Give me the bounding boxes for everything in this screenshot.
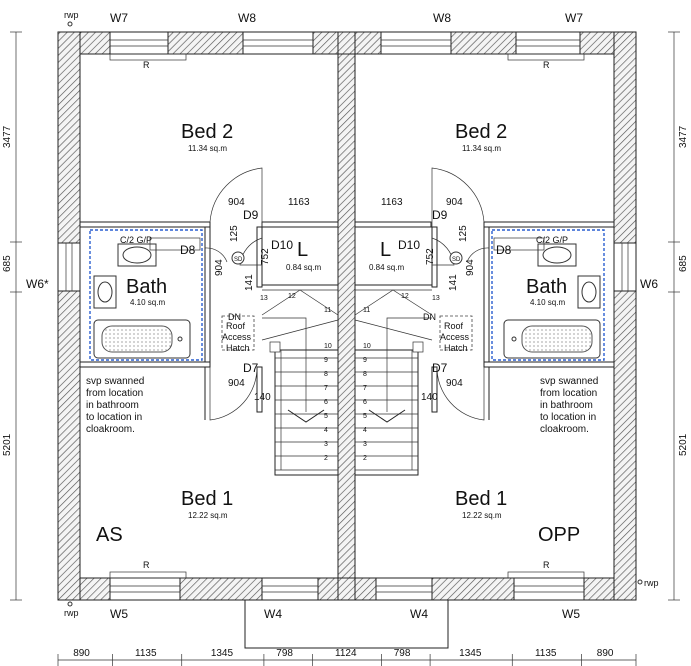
bottom-dim-label: 1135 bbox=[135, 648, 157, 659]
svp-note: from location bbox=[540, 388, 598, 399]
dim-label: 752 bbox=[260, 248, 271, 265]
room-area: 4.10 sq.m bbox=[130, 298, 166, 307]
svp-note: cloakroom. bbox=[86, 424, 135, 435]
rwp-label: rwp bbox=[64, 10, 79, 20]
dim-label: 904 bbox=[446, 378, 463, 389]
sd-label: SD bbox=[452, 257, 461, 263]
dim-label: 125 bbox=[458, 225, 469, 242]
external-walls bbox=[58, 32, 636, 600]
stair-number: 7 bbox=[363, 385, 367, 392]
dim-label: 904 bbox=[446, 197, 463, 208]
door-label: D10 bbox=[271, 238, 294, 252]
radiator-mark: R bbox=[543, 560, 550, 570]
window-label: W6* bbox=[26, 277, 49, 291]
stair-number: 4 bbox=[324, 427, 328, 434]
svp-note: cloakroom. bbox=[540, 424, 589, 435]
door-label: D9 bbox=[432, 208, 448, 222]
room-name: L bbox=[297, 239, 309, 261]
window-label: W6 bbox=[640, 277, 658, 291]
svp-note: from location bbox=[86, 388, 144, 399]
window-label: W8 bbox=[238, 11, 256, 25]
svp-note: svp swanned bbox=[540, 376, 599, 387]
stair-number: 3 bbox=[363, 441, 367, 448]
door-label: D10 bbox=[398, 238, 421, 252]
stair-number: 8 bbox=[363, 371, 367, 378]
dim-right: 5201 bbox=[678, 433, 689, 456]
stair-number: 12 bbox=[288, 293, 296, 300]
hatch-label: Access bbox=[222, 332, 252, 342]
stair-number: 7 bbox=[324, 385, 328, 392]
stair-number: 12 bbox=[401, 293, 409, 300]
room-name: L bbox=[380, 239, 392, 261]
window-label: W4 bbox=[264, 607, 282, 621]
stair-number: 10 bbox=[324, 343, 332, 350]
dn-label: DN bbox=[423, 312, 436, 322]
room-name: Bath bbox=[526, 276, 568, 298]
room-name: Bed 1 bbox=[181, 488, 234, 510]
stair-number: 4 bbox=[363, 427, 367, 434]
dim-label: 125 bbox=[229, 225, 240, 242]
svp-note: svp swanned bbox=[86, 376, 145, 387]
hatch-label: Roof bbox=[226, 321, 246, 331]
dim-label: 1163 bbox=[288, 197, 310, 208]
room-area: 11.34 sq.m bbox=[462, 144, 501, 153]
stair-number: 2 bbox=[324, 455, 328, 462]
room-area: 0.84 sq.m bbox=[369, 263, 405, 272]
dim-label: 140 bbox=[421, 392, 438, 403]
cupboard-label: C/2 G/P bbox=[120, 235, 153, 245]
room-area: 12.22 sq.m bbox=[462, 511, 502, 520]
stair-number: 3 bbox=[324, 441, 328, 448]
door-label: D7 bbox=[243, 361, 259, 375]
door-label: D8 bbox=[496, 243, 512, 257]
room-area: 11.34 sq.m bbox=[188, 144, 227, 153]
stair-number: 6 bbox=[363, 399, 367, 406]
window-label: W7 bbox=[565, 11, 583, 25]
room-area: 4.10 sq.m bbox=[530, 298, 566, 307]
door-label: D7 bbox=[432, 361, 448, 375]
bottom-dim-label: 1345 bbox=[459, 648, 482, 659]
hatch-label: Hatch bbox=[226, 343, 250, 353]
room-area: 12.22 sq.m bbox=[188, 511, 228, 520]
cupboard-label: C/2 G/P bbox=[536, 235, 569, 245]
hatch-label: Hatch bbox=[444, 343, 468, 353]
window-label: W5 bbox=[110, 607, 128, 621]
svp-note: to location in bbox=[540, 412, 597, 423]
room-name: Bath bbox=[126, 276, 168, 298]
door-label: D9 bbox=[243, 208, 259, 222]
bottom-dim-label: 890 bbox=[73, 648, 90, 659]
window-label: W8 bbox=[433, 11, 451, 25]
window-label: W5 bbox=[562, 607, 580, 621]
dn-label: DN bbox=[228, 312, 241, 322]
stair-number: 11 bbox=[324, 307, 332, 314]
window-label: W7 bbox=[110, 11, 128, 25]
room-name: Bed 2 bbox=[455, 121, 508, 143]
dim-left: 685 bbox=[2, 255, 13, 272]
dim-label: 140 bbox=[254, 392, 271, 403]
hand-tag: AS bbox=[96, 524, 123, 546]
dim-right: 3477 bbox=[678, 125, 689, 148]
stair-number: 9 bbox=[363, 357, 367, 364]
hatch-label: Access bbox=[440, 332, 470, 342]
room-name: Bed 1 bbox=[455, 488, 508, 510]
stair-number: 10 bbox=[363, 343, 371, 350]
dim-right: 685 bbox=[678, 255, 689, 272]
stair-number: 9 bbox=[324, 357, 328, 364]
svp-note: in bathroom bbox=[540, 400, 593, 411]
hatch-label: Roof bbox=[444, 321, 464, 331]
bottom-dim-label: 890 bbox=[596, 648, 614, 659]
rwp-label: rwp bbox=[64, 608, 79, 618]
dim-left: 3477 bbox=[2, 125, 13, 148]
window-label: W4 bbox=[410, 607, 428, 621]
svp-note: to location in bbox=[86, 412, 143, 423]
stair-number: 6 bbox=[324, 399, 328, 406]
radiator-mark: R bbox=[143, 560, 150, 570]
bottom-dim-label: 1124 bbox=[335, 648, 357, 659]
rwp-label: rwp bbox=[644, 578, 659, 588]
door-label: D8 bbox=[180, 243, 196, 257]
dim-label: 904 bbox=[465, 259, 476, 276]
dim-label: 904 bbox=[228, 197, 245, 208]
dim-label: 141 bbox=[448, 274, 459, 291]
stair-number: 11 bbox=[363, 307, 371, 314]
radiator-mark: R bbox=[543, 60, 550, 70]
dim-label: 904 bbox=[228, 378, 245, 389]
dim-label: 752 bbox=[425, 248, 436, 265]
svp-note: in bathroom bbox=[86, 400, 139, 411]
hand-tag: OPP bbox=[538, 524, 581, 546]
stair-number: 13 bbox=[432, 295, 440, 302]
bottom-dim-label: 1135 bbox=[534, 648, 557, 659]
bottom-dim-label: 1345 bbox=[210, 648, 234, 659]
bottom-dim-label: 798 bbox=[393, 648, 411, 659]
room-area: 0.84 sq.m bbox=[286, 263, 322, 272]
sd-label: SD bbox=[234, 257, 243, 263]
dim-label: 141 bbox=[244, 274, 255, 291]
bottom-dimensions bbox=[73, 648, 614, 659]
dim-label: 1163 bbox=[381, 197, 403, 208]
stair-number: 2 bbox=[363, 455, 367, 462]
bottom-dim-label: 798 bbox=[276, 648, 293, 659]
stair-number: 13 bbox=[260, 295, 268, 302]
dim-left: 5201 bbox=[2, 433, 13, 456]
room-name: Bed 2 bbox=[181, 121, 234, 143]
radiator-mark: R bbox=[143, 60, 150, 70]
stair-number: 5 bbox=[324, 413, 328, 420]
dim-label: 904 bbox=[214, 259, 225, 276]
stair-number: 5 bbox=[363, 413, 367, 420]
stair-number: 8 bbox=[324, 371, 328, 378]
